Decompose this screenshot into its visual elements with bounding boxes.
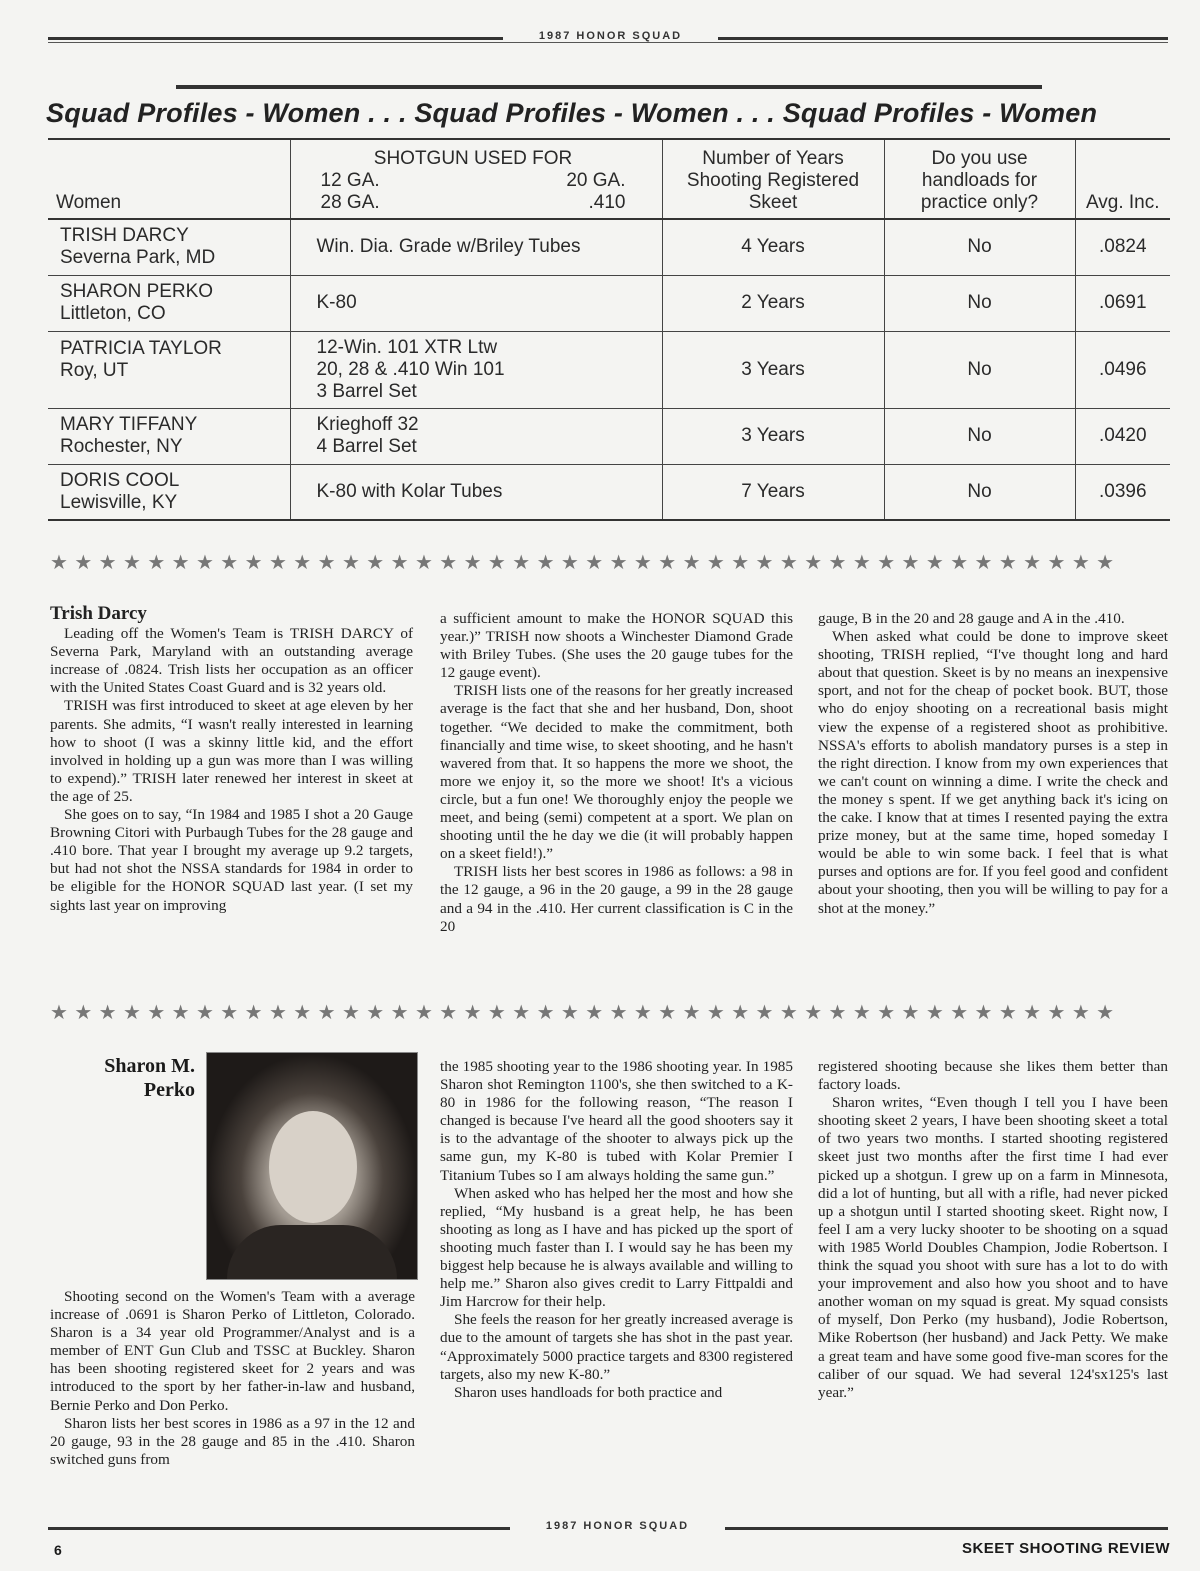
paragraph: gauge, B in the 20 and 28 gauge and A in the .410. <box>818 610 1125 627</box>
years-cell: 7 Years <box>662 464 884 520</box>
table-header-row <box>48 139 1170 219</box>
sharon-article-col2 <box>440 1058 793 1402</box>
shooter-cell: PATRICIA TAYLOR Roy, UT <box>48 331 290 408</box>
col-header-women: Women <box>48 139 290 219</box>
col-header-years: Number of Years Shooting Registered Skeet <box>662 139 884 219</box>
paragraph: TRISH lists her best scores in 1986 as follows: a 98 in the 12 gauge, a 96 in the 20 gauge, a 99 in the 28 gauge and a 94 in the .410. Her current classification is C in the 20 <box>440 863 793 935</box>
years-cell: 2 Years <box>662 275 884 331</box>
gun-cell: K-80 with Kolar Tubes <box>290 464 662 520</box>
sharon-perko-photo <box>206 1052 418 1280</box>
shooter-cell: TRISH DARCY Severna Park, MD <box>48 219 290 275</box>
years-cell: 3 Years <box>662 408 884 464</box>
paragraph: TRISH was first introduced to skeet at age eleven by her parents. She admits, “I wasn't really interested in learning how to shoot (I was a skinny little kid, and the effort involved in holding up a gun was more than I was willing to expend).” TRISH later renewed her interest in skeet at the age of 25. <box>50 697 413 805</box>
footer-rule-left <box>48 1527 510 1530</box>
paragraph: Leading off the Women's Team is TRISH DARCY of Severna Park, Maryland with an outstanding average increase of .0824. Trish lists her occupation as an officer with the United States Coast Guard and is 32 years old. <box>50 625 413 697</box>
paragraph: registered shooting because she likes them better than factory loads. <box>818 1058 1168 1094</box>
handloads-cell: No <box>884 331 1075 408</box>
trish-article-col1 <box>50 605 413 915</box>
squad-profile-table <box>48 138 1170 521</box>
gun-cell: 12-Win. 101 XTR Ltw 20, 28 & .410 Win 101 3 Barrel Set <box>290 331 662 408</box>
trish-article-col2 <box>440 610 793 936</box>
col-header-avg: Avg. Inc. <box>1075 139 1170 219</box>
table-row <box>48 219 1170 275</box>
handloads-cell: No <box>884 464 1075 520</box>
paragraph: Sharon lists her best scores in 1986 as a 97 in the 12 and 20 gauge, 93 in the 28 gauge and 85 in the .410. Sharon switched guns from <box>50 1414 415 1468</box>
running-header: 1987 HONOR SQUAD <box>538 30 683 42</box>
footer-rule-right <box>725 1527 1168 1530</box>
paragraph: TRISH lists one of the reasons for her greatly increased average is the fact that she and her husband, Don, shoot together. “We decided to make the commitment, both financially and time wise, to skeet shooting, and he hasn't wavered from that. It so happens the more we shoot, the more we enjoy it, so the more we shoot! It's a vicious circle, but a fun one! We thoroughly enjoy the people we meet, and being (semi) competent at a sport. We plan on shooting until the he day we die (it will probably happen on a skeet field!).” <box>440 682 793 863</box>
table-row <box>48 464 1170 520</box>
header-rule-left <box>48 37 503 40</box>
handloads-cell: No <box>884 219 1075 275</box>
star-divider-top: ★★★★★★★★★★★★★★★★★★★★★★★★★★★★★★★★★★★★★★★★★★★★ <box>50 552 1121 574</box>
table-row <box>48 408 1170 464</box>
handloads-cell: No <box>884 275 1075 331</box>
shooter-cell: SHARON PERKO Littleton, CO <box>48 275 290 331</box>
paragraph: Sharon writes, “Even though I tell you I have been shooting skeet 2 years, I have been shooting skeet a total of two years two months. I started shooting registered skeet just two months after the first time I had ever picked up a shotgun. I grew up on a farm in Minnesota, did a lot of hunting, but all with a rifle, had never picked up a shotgun until I started shooting skeet. Right now, I feel I am a very lucky shooter to be shooting on a squad with 1985 World Doubles Champion, Jodie Robertson. I think the squad you shoot with sure has a lot to do with your improvement and also how you shoot and to have another woman on my squad is great. My squad consists of myself, Don Perko (my husband), Jodie Robertson, Mike Robertson (her husband) and Jack Petty. We make a great team and have some good five-man scores for the caliber of our squad. We had several 124'sx125's last year.” <box>818 1094 1168 1401</box>
avg-cell: .0420 <box>1075 408 1170 464</box>
avg-cell: .0496 <box>1075 331 1170 408</box>
star-divider-middle: ★★★★★★★★★★★★★★★★★★★★★★★★★★★★★★★★★★★★★★★★★★★★ <box>50 1002 1121 1024</box>
banner-rule <box>176 85 1042 89</box>
paragraph: the 1985 shooting year to the 1986 shooting year. In 1985 Sharon shot Remington 1100's, she then switched to a K-80 in 1986 for the following reason, “The reason I changed is because I've heard all the good shooters say it is to the advantage of the shooter to always pick up the same gun, my K-80 is tubed with Kolar Premier I Titanium Tubes so I am always holding the same gun.” <box>440 1058 793 1184</box>
paragraph: Sharon uses handloads for both practice and <box>454 1383 723 1401</box>
gun-cell: Krieghoff 32 4 Barrel Set <box>290 408 662 464</box>
handloads-cell: No <box>884 408 1075 464</box>
sharon-heading: Sharon M. Perko <box>104 1055 195 1101</box>
portrait-shoulders <box>227 1225 397 1279</box>
header-rule-right <box>718 37 1168 40</box>
page-number: 6 <box>54 1542 62 1558</box>
avg-cell: .0691 <box>1075 275 1170 331</box>
table-row <box>48 331 1170 408</box>
paragraph: She feels the reason for her greatly increased average is due to the amount of targets she has shot in the past year. “Approximately 5000 practice targets and 8300 registered targets, also my new K-80.” <box>440 1311 793 1383</box>
col-header-handloads: Do you use handloads for practice only? <box>884 139 1075 219</box>
col-header-shotgun: SHOTGUN USED FOR 12 GA. 20 GA. 28 GA. .410 <box>290 139 662 219</box>
table-row <box>48 275 1170 331</box>
paragraph: Shooting second on the Women's Team with a average increase of .0691 is Sharon Perko of Littleton, Colorado. Sharon is a 34 year old Programmer/Analyst and is a member of ENT Gun Club and TSSC at Buckley. Sharon has been shooting registered skeet for 2 years and was introduced to the sport by her father-in-law and husband, Bernie Perko and Don Perko. <box>50 1288 415 1414</box>
paragraph: She goes on to say, “In 1984 and 1985 I shot a 20 Gauge Browning Citori with Purbaugh Tubes for the 28 gauge and .410 bore. That year I brought my average up 9.2 targets, but had not shot the NSSA standards for 1984 in order to be eligible for the HONOR SQUAD last year. (I set my sights last year on improving <box>50 806 413 914</box>
header-rule-top <box>48 42 1168 43</box>
paragraph: When asked what could be done to improve skeet shooting, TRISH replied, “I've thought long and hard about that question. Skeet is by no means an inexpensive sport, and not for the cheap of pocket book. BUT, those who do enjoy shooting on a recreational basis might view the expense of a registered shoot as prohibitive. NSSA's efforts to abolish mandatory purses is a step in the right direction. I know from my own experiences that we can't count on winning a dime. I write the check and the money s spent. If we get anything back it's icing on the cake. I know that at times I resented paying the extra prize money, but at the same time, hoped someday I would be able to win some back. I feel that is what purses and options are for. If you feel good and confident about your shooting, then you will be willing to pay for a shot at the money.” <box>818 628 1168 917</box>
avg-cell: .0824 <box>1075 219 1170 275</box>
paragraph: a sufficient amount to make the HONOR SQUAD this year.)” TRISH now shoots a Winchester Diamond Grade with Briley Tubes. (She uses the 20 gauge tubes for the 12 gauge event). <box>440 610 793 682</box>
sharon-article-col1 <box>50 1288 415 1469</box>
running-footer: 1987 HONOR SQUAD <box>545 1520 690 1532</box>
shooter-cell: MARY TIFFANY Rochester, NY <box>48 408 290 464</box>
years-cell: 3 Years <box>662 331 884 408</box>
sharon-article-col3 <box>818 1058 1168 1402</box>
years-cell: 4 Years <box>662 219 884 275</box>
avg-cell: .0396 <box>1075 464 1170 520</box>
paragraph: When asked who has helped her the most and how she replied, “My husband is a great help, he has been shooting as long as I have and has picked up the sport of shooting much faster than I. I would say he has been my biggest help because he is always available and willing to help me.” Sharon also gives credit to Larry Fittpaldi and Jim Harcrow for their help. <box>440 1184 793 1311</box>
trish-heading: Trish Darcy <box>50 603 147 624</box>
shooter-cell: DORIS COOL Lewisville, KY <box>48 464 290 520</box>
portrait-face <box>269 1111 357 1223</box>
magazine-title: SKEET SHOOTING REVIEW <box>961 1540 1170 1557</box>
page-banner: Squad Profiles - Women . . . Squad Profiles - Women . . . Squad Profiles - Women <box>46 98 1098 128</box>
gun-cell: Win. Dia. Grade w/Briley Tubes <box>290 219 662 275</box>
trish-article-col3 <box>818 610 1168 918</box>
gun-cell: K-80 <box>290 275 662 331</box>
